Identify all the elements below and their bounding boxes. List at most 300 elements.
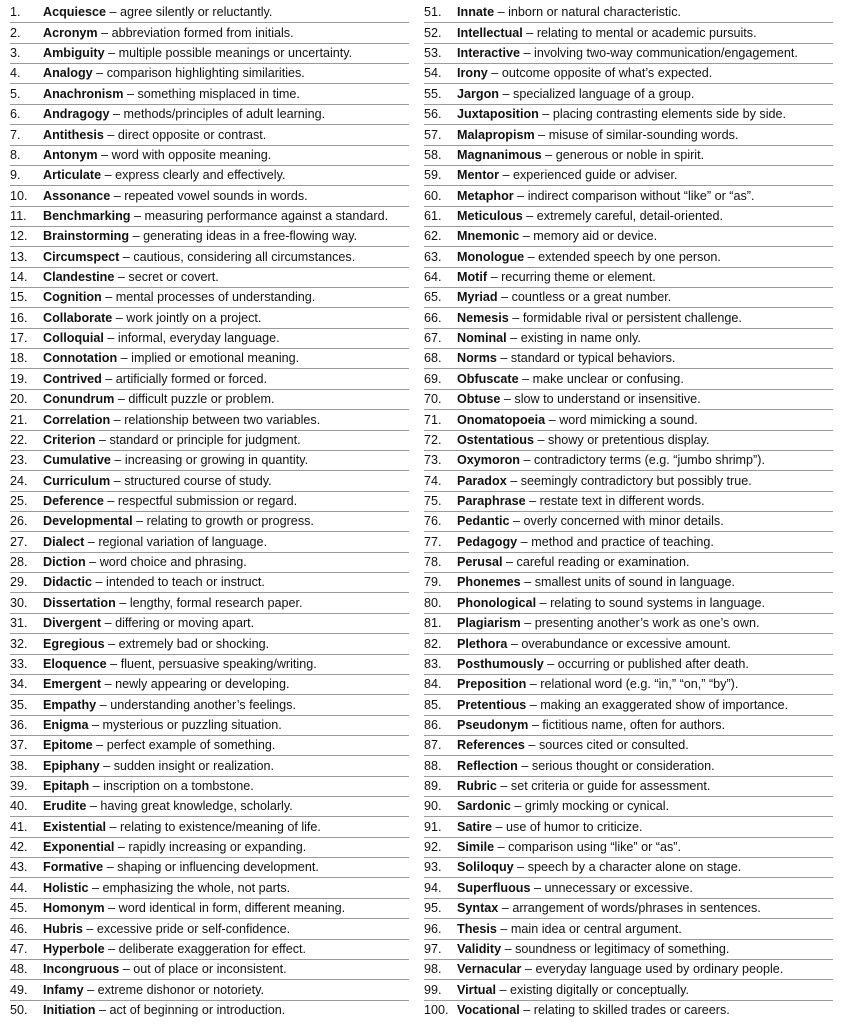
entry-term: Paradox bbox=[457, 473, 507, 488]
glossary-entry bbox=[10, 634, 409, 654]
entry-term: Virtual bbox=[457, 982, 496, 997]
glossary-entry bbox=[424, 268, 833, 288]
entry-definition: extended speech by one person. bbox=[538, 249, 721, 264]
entry-definition: sudden insight or realization. bbox=[113, 758, 275, 773]
entry-term: Thesis bbox=[457, 921, 497, 936]
entry-separator: – bbox=[106, 656, 121, 671]
glossary-entry bbox=[10, 655, 409, 675]
entry-definition: smallest units of sound in language. bbox=[534, 575, 735, 590]
entry-definition: extremely bad or shocking. bbox=[118, 636, 270, 651]
entry-term: Connotation bbox=[43, 351, 118, 366]
glossary-entry bbox=[10, 777, 409, 797]
entry-separator: – bbox=[495, 982, 510, 997]
entry-separator: – bbox=[506, 473, 521, 488]
glossary-entry bbox=[424, 247, 833, 267]
entry-separator: – bbox=[513, 188, 528, 203]
entry-number: 37. bbox=[10, 738, 28, 753]
entry-definition: express clearly and effectively. bbox=[115, 168, 286, 183]
entry-definition: inborn or natural characteristic. bbox=[508, 5, 682, 20]
entry-separator: – bbox=[104, 636, 119, 651]
entry-separator: – bbox=[101, 616, 116, 631]
entry-term: Simile bbox=[457, 840, 495, 855]
entry-separator: – bbox=[104, 46, 119, 61]
entry-term: Analogy bbox=[43, 66, 93, 81]
entry-definition: secret or covert. bbox=[128, 270, 219, 285]
entry-separator: – bbox=[498, 168, 513, 183]
entry-number: 85. bbox=[424, 697, 442, 712]
entry-separator: – bbox=[104, 941, 119, 956]
entry-separator: – bbox=[110, 453, 125, 468]
entry-number: 53. bbox=[424, 46, 442, 61]
entry-definition: extremely careful, detail-oriented. bbox=[536, 208, 723, 223]
entry-number: 51. bbox=[424, 5, 442, 20]
entry-definition: artificially formed or forced. bbox=[115, 371, 267, 386]
entry-number: 58. bbox=[424, 147, 442, 162]
entry-term: Meticulous bbox=[457, 208, 523, 223]
entry-term: Jargon bbox=[457, 86, 499, 101]
glossary-entry bbox=[10, 512, 409, 532]
glossary-entry bbox=[10, 288, 409, 308]
entry-term: Magnanimous bbox=[457, 147, 542, 162]
entry-number: 10. bbox=[10, 188, 28, 203]
entry-term: Correlation bbox=[43, 412, 111, 427]
entry-definition: set criteria or guide for assessment. bbox=[510, 779, 711, 794]
entry-term: Interactive bbox=[457, 46, 520, 61]
entry-term: Hyperbole bbox=[43, 941, 105, 956]
entry-number: 55. bbox=[424, 86, 442, 101]
entry-definition: outcome opposite of what’s expected. bbox=[501, 66, 713, 81]
entry-definition: shaping or influencing development. bbox=[117, 860, 319, 875]
entry-separator: – bbox=[103, 494, 118, 508]
entry-definition: make unclear or confusing. bbox=[532, 371, 684, 386]
entry-term: Hubris bbox=[43, 921, 83, 936]
glossary-entry bbox=[424, 227, 833, 247]
entry-separator: – bbox=[497, 290, 512, 305]
entry-separator: – bbox=[83, 982, 98, 997]
glossary-entry bbox=[10, 410, 409, 430]
entry-definition: measuring performance against a standard. bbox=[144, 208, 389, 223]
entry-number: 67. bbox=[424, 331, 442, 346]
entry-number: 52. bbox=[424, 25, 442, 40]
entry-separator: – bbox=[536, 595, 551, 610]
glossary-entry bbox=[424, 471, 833, 491]
entry-separator: – bbox=[92, 575, 107, 590]
entry-definition: existing digitally or conceptually. bbox=[509, 982, 689, 997]
entry-definition: relationship between two variables. bbox=[124, 412, 321, 427]
entry-separator: – bbox=[119, 962, 134, 977]
entry-definition: mental processes of understanding. bbox=[115, 290, 316, 305]
entry-separator: – bbox=[103, 860, 118, 875]
entry-number: 32. bbox=[10, 636, 28, 651]
entry-separator: – bbox=[101, 168, 116, 183]
entry-term: Diction bbox=[43, 555, 86, 570]
entry-number: 95. bbox=[424, 901, 442, 916]
entry-number: 66. bbox=[424, 310, 442, 325]
glossary-entry bbox=[424, 736, 833, 756]
entry-number: 16. bbox=[10, 310, 28, 325]
glossary-entry bbox=[424, 349, 833, 369]
entry-term: Empathy bbox=[43, 697, 97, 712]
entry-separator: – bbox=[508, 310, 523, 325]
entry-term: Curriculum bbox=[43, 473, 111, 488]
glossary-entry bbox=[424, 146, 833, 166]
entry-term: Acquiesce bbox=[43, 5, 106, 20]
entry-number: 97. bbox=[424, 941, 442, 956]
entry-definition: differing or moving apart. bbox=[115, 616, 255, 631]
glossary-entry bbox=[10, 268, 409, 288]
glossary-entry bbox=[424, 573, 833, 593]
entry-number: 36. bbox=[10, 717, 28, 732]
entry-number: 98. bbox=[424, 962, 442, 977]
entry-term: Criterion bbox=[43, 432, 96, 447]
glossary-entry bbox=[424, 64, 833, 84]
entry-term: References bbox=[457, 738, 525, 753]
entry-term: Mentor bbox=[457, 168, 499, 183]
glossary-entry bbox=[10, 756, 409, 776]
entry-term: Dissertation bbox=[43, 595, 116, 610]
entry-term: Syntax bbox=[457, 901, 499, 916]
entry-definition: careful reading or examination. bbox=[516, 555, 690, 570]
entry-definition: showy or pretentious display. bbox=[548, 432, 710, 447]
entry-separator: – bbox=[525, 494, 540, 508]
entry-number: 19. bbox=[10, 371, 28, 386]
entry-term: Epitome bbox=[43, 738, 93, 753]
entry-term: Onomatopoeia bbox=[457, 412, 546, 427]
entry-number: 71. bbox=[424, 412, 442, 427]
entry-number: 45. bbox=[10, 901, 28, 916]
entry-definition: fictitious name, often for authors. bbox=[542, 717, 726, 732]
entry-separator: – bbox=[132, 514, 147, 529]
entry-separator: – bbox=[103, 127, 118, 142]
glossary-entry bbox=[10, 878, 409, 898]
glossary-entry bbox=[10, 431, 409, 451]
entry-separator: – bbox=[89, 779, 104, 794]
entry-definition: fluent, persuasive speaking/writing. bbox=[120, 656, 317, 671]
glossary-entry bbox=[10, 451, 409, 471]
entry-separator: – bbox=[520, 616, 535, 631]
entry-definition: deliberate exaggeration for effect. bbox=[118, 941, 307, 956]
glossary-entry bbox=[424, 675, 833, 695]
entry-separator: – bbox=[492, 819, 507, 834]
entry-term: Ostentatious bbox=[457, 432, 534, 447]
entry-definition: involving two-way communication/engagement. bbox=[534, 46, 798, 61]
entry-number: 18. bbox=[10, 351, 28, 366]
entry-definition: structured course of study. bbox=[124, 473, 272, 488]
entry-separator: – bbox=[522, 208, 537, 223]
glossary-entry bbox=[424, 84, 833, 104]
entry-separator: – bbox=[84, 534, 99, 549]
entry-definition: having great knowledge, scholarly. bbox=[100, 799, 293, 814]
entry-separator: – bbox=[117, 351, 132, 366]
entry-separator: – bbox=[498, 901, 513, 916]
entry-separator: – bbox=[533, 432, 548, 447]
glossary-entry bbox=[10, 390, 409, 410]
entry-number: 20. bbox=[10, 392, 28, 407]
entry-term: Brainstorming bbox=[43, 229, 130, 244]
glossary-entry bbox=[424, 940, 833, 960]
entry-separator: – bbox=[487, 270, 502, 285]
entry-definition: unnecessary or excessive. bbox=[544, 880, 693, 895]
entry-separator: – bbox=[106, 819, 121, 834]
entry-definition: multiple possible meanings or uncertainty. bbox=[118, 46, 353, 61]
glossary-entry bbox=[424, 838, 833, 858]
glossary-entry bbox=[424, 960, 833, 980]
entry-number: 72. bbox=[424, 432, 442, 447]
entry-number: 11. bbox=[10, 208, 27, 223]
entry-definition: inscription on a tombstone. bbox=[103, 779, 254, 794]
entry-definition: indirect comparison without “like” or “as”. bbox=[527, 188, 755, 203]
entry-separator: – bbox=[82, 921, 97, 936]
entry-definition: relating to sound systems in language. bbox=[550, 595, 766, 610]
entry-separator: – bbox=[114, 840, 129, 855]
entry-definition: slow to understand or insensitive. bbox=[514, 392, 701, 407]
glossary-entry bbox=[424, 756, 833, 776]
glossary-entry bbox=[10, 593, 409, 613]
entry-separator: – bbox=[109, 107, 124, 122]
entry-separator: – bbox=[487, 66, 502, 81]
entry-number: 2. bbox=[10, 25, 21, 40]
entry-number: 57. bbox=[424, 127, 442, 142]
glossary-entry bbox=[10, 146, 409, 166]
glossary-entry bbox=[10, 614, 409, 634]
glossary-entry bbox=[10, 532, 409, 552]
entry-separator: – bbox=[112, 310, 127, 325]
entry-definition: mysterious or puzzling situation. bbox=[102, 717, 282, 732]
entry-definition: presenting another’s work as one’s own. bbox=[534, 616, 760, 631]
entry-definition: rapidly increasing or expanding. bbox=[128, 840, 307, 855]
entry-number: 86. bbox=[424, 717, 442, 732]
entry-number: 21. bbox=[10, 412, 28, 427]
entry-definition: experienced guide or adviser. bbox=[513, 168, 678, 183]
entry-number: 8. bbox=[10, 147, 21, 162]
glossary-entry bbox=[10, 349, 409, 369]
entry-number: 31. bbox=[10, 616, 28, 631]
entry-number: 93. bbox=[424, 860, 442, 875]
entry-separator: – bbox=[88, 880, 103, 895]
entry-number: 25. bbox=[10, 494, 28, 508]
entry-definition: informal, everyday language. bbox=[117, 331, 280, 346]
entry-term: Phonemes bbox=[457, 575, 521, 590]
entry-term: Homonym bbox=[43, 901, 105, 916]
entry-term: Divergent bbox=[43, 616, 102, 631]
entry-definition: word mimicking a sound. bbox=[559, 412, 698, 427]
glossary-entry bbox=[10, 1001, 409, 1021]
glossary-entry bbox=[424, 777, 833, 797]
entry-separator: – bbox=[509, 514, 524, 529]
entry-definition: something misplaced in time. bbox=[137, 86, 300, 101]
entry-number: 68. bbox=[424, 351, 442, 366]
entry-definition: relational word (e.g. “in,” “on,” “by”). bbox=[540, 677, 739, 692]
entry-separator: – bbox=[110, 412, 125, 427]
entry-number: 34. bbox=[10, 677, 28, 692]
entry-separator: – bbox=[123, 86, 138, 101]
entry-term: Oxymoron bbox=[457, 453, 520, 468]
entry-number: 88. bbox=[424, 758, 442, 773]
entry-term: Conundrum bbox=[43, 392, 115, 407]
entry-definition: method and practice of teaching. bbox=[531, 534, 714, 549]
glossary-entry bbox=[424, 512, 833, 532]
entry-separator: – bbox=[110, 188, 125, 203]
entry-term: Paraphrase bbox=[457, 494, 526, 508]
entry-definition: word choice and phrasing. bbox=[99, 555, 247, 570]
entry-separator: – bbox=[97, 147, 112, 162]
entry-separator: – bbox=[520, 46, 535, 61]
glossary-entry bbox=[10, 247, 409, 267]
entry-number: 65. bbox=[424, 290, 442, 305]
entry-definition: emphasizing the whole, not parts. bbox=[102, 880, 291, 895]
entry-number: 62. bbox=[424, 229, 442, 244]
entry-definition: memory aid or device. bbox=[533, 229, 658, 244]
glossary-entry bbox=[10, 553, 409, 573]
entry-separator: – bbox=[519, 453, 534, 468]
entry-separator: – bbox=[522, 25, 537, 40]
entry-number: 46. bbox=[10, 921, 28, 936]
entry-term: Holistic bbox=[43, 880, 89, 895]
entry-definition: extreme dishonor or notoriety. bbox=[97, 982, 264, 997]
entry-separator: – bbox=[97, 25, 112, 40]
entry-definition: relating to growth or progress. bbox=[146, 514, 314, 529]
entry-term: Egregious bbox=[43, 636, 105, 651]
entry-term: Nemesis bbox=[457, 310, 509, 325]
glossary-entry bbox=[424, 3, 833, 23]
entry-number: 69. bbox=[424, 371, 442, 386]
entry-number: 26. bbox=[10, 514, 28, 529]
entry-separator: – bbox=[88, 717, 103, 732]
glossary-entry bbox=[10, 105, 409, 125]
glossary-entry bbox=[10, 84, 409, 104]
entry-term: Antithesis bbox=[43, 127, 104, 142]
glossary-entry bbox=[424, 329, 833, 349]
entry-definition: overabundance or excessive amount. bbox=[521, 636, 731, 651]
entry-number: 4. bbox=[10, 66, 21, 81]
entry-term: Circumspect bbox=[43, 249, 120, 264]
entry-term: Metaphor bbox=[457, 188, 514, 203]
entry-separator: – bbox=[101, 290, 116, 305]
entry-definition: lengthy, formal research paper. bbox=[129, 595, 303, 610]
entry-separator: – bbox=[114, 392, 129, 407]
entry-separator: – bbox=[104, 901, 119, 916]
entry-definition: direct opposite or contrast. bbox=[117, 127, 267, 142]
entry-term: Dialect bbox=[43, 534, 85, 549]
glossary-entry bbox=[424, 166, 833, 186]
entry-term: Juxtaposition bbox=[457, 107, 539, 122]
entry-number: 61. bbox=[424, 208, 442, 223]
entry-separator: – bbox=[524, 738, 539, 753]
glossary-entry bbox=[10, 980, 409, 1000]
entry-term: Enigma bbox=[43, 717, 89, 732]
glossary-entry bbox=[10, 166, 409, 186]
entry-number: 54. bbox=[424, 66, 442, 81]
entry-definition: restate text in different words. bbox=[539, 494, 705, 508]
glossary-entry bbox=[10, 3, 409, 23]
entry-number: 24. bbox=[10, 473, 28, 488]
glossary-entry bbox=[424, 532, 833, 552]
entry-term: Epiphany bbox=[43, 758, 100, 773]
glossary-column-right bbox=[424, 3, 833, 1021]
glossary-entry bbox=[10, 940, 409, 960]
entry-definition: cautious, considering all circumstances. bbox=[133, 249, 356, 264]
entry-separator: – bbox=[543, 656, 558, 671]
entry-term: Developmental bbox=[43, 514, 133, 529]
entry-number: 22. bbox=[10, 432, 28, 447]
entry-term: Antonym bbox=[43, 147, 98, 162]
glossary-entry bbox=[424, 105, 833, 125]
entry-definition: occurring or published after death. bbox=[557, 656, 749, 671]
entry-separator: – bbox=[96, 697, 111, 712]
entry-term: Phonological bbox=[457, 595, 537, 610]
entry-definition: word identical in form, different meaning. bbox=[118, 901, 346, 916]
entry-number: 59. bbox=[424, 168, 442, 183]
entry-number: 73. bbox=[424, 453, 442, 468]
entry-number: 43. bbox=[10, 860, 28, 875]
glossary-entry bbox=[10, 797, 409, 817]
entry-number: 63. bbox=[424, 249, 442, 264]
entry-term: Mnemonic bbox=[457, 229, 520, 244]
entry-number: 1. bbox=[10, 5, 21, 20]
entry-separator: – bbox=[530, 880, 545, 895]
entry-number: 90. bbox=[424, 799, 442, 814]
entry-term: Preposition bbox=[457, 677, 527, 692]
entry-definition: act of beginning or introduction. bbox=[109, 1003, 286, 1018]
entry-separator: – bbox=[506, 331, 521, 346]
entry-separator: – bbox=[502, 555, 517, 570]
glossary-entry bbox=[424, 451, 833, 471]
entry-separator: – bbox=[110, 473, 125, 488]
entry-term: Andragogy bbox=[43, 107, 110, 122]
entry-separator: – bbox=[95, 1003, 110, 1018]
entry-separator: – bbox=[101, 677, 116, 692]
entry-term: Pedantic bbox=[457, 514, 510, 529]
entry-term: Intellectual bbox=[457, 25, 523, 40]
entry-number: 92. bbox=[424, 840, 442, 855]
glossary-entry bbox=[424, 919, 833, 939]
glossary-entry bbox=[424, 878, 833, 898]
entry-term: Vernacular bbox=[457, 962, 522, 977]
entry-separator: – bbox=[92, 66, 107, 81]
glossary-entry bbox=[10, 573, 409, 593]
entry-term: Eloquence bbox=[43, 656, 107, 671]
entry-number: 56. bbox=[424, 107, 442, 122]
entry-definition: countless or a great number. bbox=[511, 290, 672, 305]
entry-number: 74. bbox=[424, 473, 442, 488]
entry-number: 6. bbox=[10, 107, 21, 122]
entry-number: 14. bbox=[10, 270, 28, 285]
glossary-entry bbox=[424, 410, 833, 430]
entry-term: Pseudonym bbox=[457, 717, 529, 732]
entry-definition: contradictory terms (e.g. “jumbo shrimp”). bbox=[534, 453, 765, 468]
entry-number: 96. bbox=[424, 921, 442, 936]
entry-number: 3. bbox=[10, 46, 21, 61]
glossary-entry bbox=[10, 919, 409, 939]
entry-number: 30. bbox=[10, 595, 28, 610]
entry-term: Validity bbox=[457, 941, 502, 956]
entry-definition: out of place or inconsistent. bbox=[133, 962, 287, 977]
entry-definition: perfect example of something. bbox=[106, 738, 276, 753]
entry-term: Pedagogy bbox=[457, 534, 518, 549]
entry-number: 42. bbox=[10, 840, 28, 855]
entry-term: Pretentious bbox=[457, 697, 527, 712]
glossary-entry bbox=[10, 64, 409, 84]
entry-term: Obfuscate bbox=[457, 371, 519, 386]
entry-number: 27. bbox=[10, 534, 28, 549]
entry-separator: – bbox=[519, 229, 534, 244]
glossary-entry bbox=[424, 431, 833, 451]
entry-number: 84. bbox=[424, 677, 442, 692]
glossary-entry bbox=[10, 899, 409, 919]
entry-term: Monologue bbox=[457, 249, 525, 264]
entry-definition: implied or emotional meaning. bbox=[131, 351, 300, 366]
entry-number: 100. bbox=[424, 1003, 449, 1018]
